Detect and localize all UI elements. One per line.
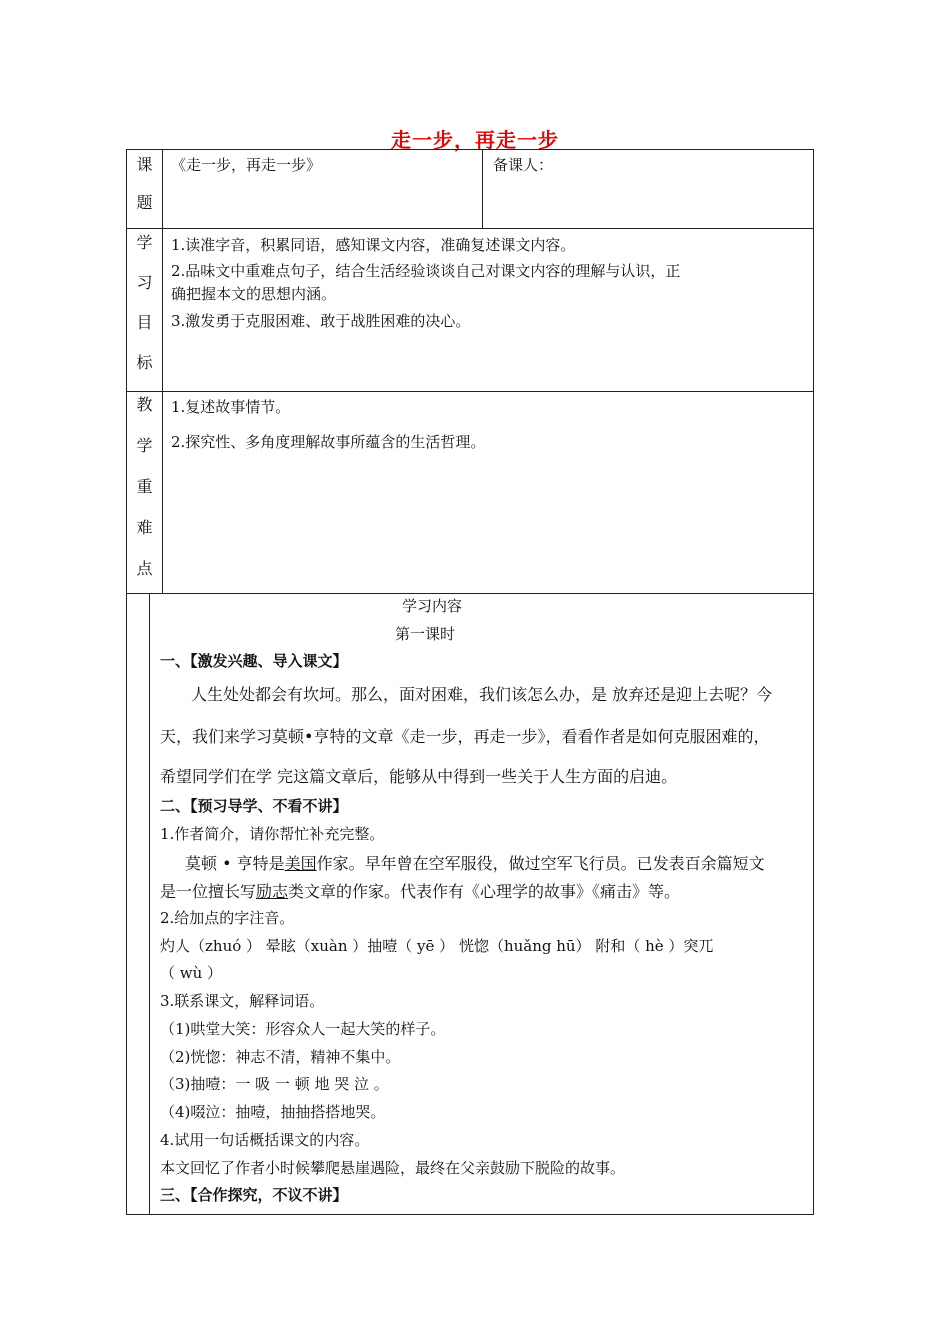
answer-nationality: 美国 <box>284 854 317 873</box>
section-2-title: 二、【预习导学、不看不讲】 <box>160 797 348 815</box>
row-label-lesson-title: 课 题 <box>136 155 153 212</box>
key-point-item: 1.复述故事情节。 <box>171 398 291 416</box>
lesson-plan-table <box>126 149 814 1215</box>
intro-paragraph-line: 天，我们来学习莫顿•亨特的文章《走一步，再走一步》，看看作者是如何克服困难的， <box>160 727 770 746</box>
answer-genre: 励志 <box>256 882 289 901</box>
objective-item: 3.激发勇于克服困难、敢于战胜困难的决心。 <box>171 312 471 330</box>
row-divider <box>127 391 813 392</box>
lesson-period: 第一课时 <box>395 625 456 643</box>
lesson-title-cell: 《走一步，再走一步》 <box>171 156 322 174</box>
preparer-column-divider <box>482 150 483 228</box>
author-bio-line: 是一位擅长写励志类文章的作家。代表作有《心理学的故事》《痛击》等。 <box>160 882 681 901</box>
intro-paragraph-line: 人生处处都会有坎坷。那么，面对困难，我们该怎么办，是 放弃还是迎上去呢？今 <box>191 685 773 704</box>
word-definition: （4)啜泣：抽噎，抽抽搭搭地哭。 <box>160 1103 386 1121</box>
word-definition: （3)抽噎：一 吸 一 顿 地 哭 泣 。 <box>160 1075 389 1093</box>
author-bio-line: 莫顿 • 亨特是美国作家。早年曾在空军服役，做过空军飞行员。已发表百余篇短文 <box>185 854 765 873</box>
objective-item: 2.品味文中重难点句子，结合生活经验谈谈自己对课文内容的理解与认识，正 <box>171 262 681 280</box>
question-4: 4.试用一句话概括课文的内容。 <box>160 1131 370 1149</box>
label-column-divider <box>162 150 163 593</box>
intro-paragraph-line: 希望同学们在学 完这篇文章后，能够从中得到一些关于人生方面的启迪。 <box>160 767 678 786</box>
row-label-key-points: 教 学 重 难 点 <box>136 395 153 578</box>
content-column-divider <box>149 593 150 1215</box>
content-heading: 学习内容 <box>402 597 463 615</box>
pinyin-line: 灼人（zhuó ） 晕眩（xuàn ）抽噎（ yē ） 恍惚（huǎng hū） 附和（ hè ）突兀 <box>160 937 714 955</box>
question-1: 1.作者简介，请你帮忙补充完整。 <box>160 825 385 843</box>
row-divider <box>127 228 813 229</box>
question-2: 2.给加点的字注音。 <box>160 909 295 927</box>
summary-answer: 本文回忆了作者小时候攀爬悬崖遇险，最终在父亲鼓励下脱险的故事。 <box>160 1159 626 1177</box>
row-label-objectives: 学 习 目 标 <box>136 233 153 372</box>
objective-item: 1.读准字音，积累同语，感知课文内容，准确复述课文内容。 <box>171 236 576 254</box>
section-3-title: 三、【合作探究，不议不讲】 <box>160 1186 348 1204</box>
word-definition: （1)哄堂大笑：形容众人一起大笑的样子。 <box>160 1020 446 1038</box>
section-1-title: 一、【激发兴趣、导入课文】 <box>160 652 348 670</box>
pinyin-line: （ wù ） <box>160 964 223 982</box>
row-divider <box>127 593 813 594</box>
preparer-cell: 备课人： <box>493 156 554 174</box>
key-point-item: 2.探究性、多角度理解故事所蕴含的生活哲理。 <box>171 433 486 451</box>
question-3: 3.联系课文，解释词语。 <box>160 992 325 1010</box>
objective-item: 确把握本文的思想内涵。 <box>171 285 337 303</box>
word-definition: （2)恍惚：神志不清，精神不集中。 <box>160 1048 401 1066</box>
document-title: 走一步，再走一步 <box>391 128 559 152</box>
